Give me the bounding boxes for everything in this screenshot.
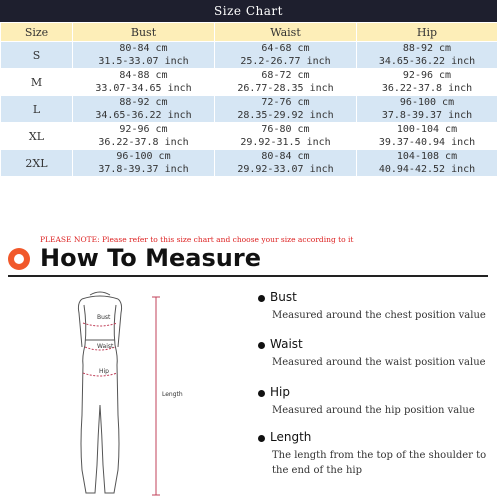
measure-item-name: Hip (270, 385, 290, 399)
bullet-icon (258, 342, 265, 349)
column-header-bust: Bust (73, 23, 215, 42)
measure-item-name: Bust (270, 290, 297, 304)
bullet-icon (258, 295, 265, 302)
size-cell: XL (1, 123, 73, 150)
size-note: PLEASE NOTE: Please refer to this size chart and choose your size according to it (40, 235, 354, 244)
table-row (1, 69, 497, 96)
bullet-icon (258, 435, 265, 442)
table-row (1, 42, 497, 69)
table-row (1, 150, 497, 177)
figure-label-length: Length (162, 391, 183, 398)
title-divider (8, 275, 488, 277)
hip-cell: 96-100 cm 37.8-39.37 inch (357, 96, 497, 123)
measure-item-name: Waist (270, 337, 303, 351)
figure-label-bust: Bust (97, 314, 111, 321)
size-chart-title: Size Chart (0, 0, 497, 22)
table-header-row (1, 23, 497, 42)
column-header-waist: Waist (215, 23, 357, 42)
circle-bullet-icon (8, 248, 30, 270)
column-header-size: Size (1, 23, 73, 42)
figure-label-hip: Hip (99, 368, 109, 375)
table-row (1, 123, 497, 150)
waist-cell: 72-76 cm 28.35-29.92 inch (215, 96, 357, 123)
column-header-hip: Hip (357, 23, 497, 42)
size-cell: M (1, 69, 73, 96)
size-cell: L (1, 96, 73, 123)
waist-cell: 68-72 cm 26.77-28.35 inch (215, 69, 357, 96)
bust-cell: 88-92 cm 34.65-36.22 inch (73, 96, 215, 123)
waist-cell: 80-84 cm 29.92-33.07 inch (215, 150, 357, 177)
table-row (1, 96, 497, 123)
hip-cell: 92-96 cm 36.22-37.8 inch (357, 69, 497, 96)
size-cell: S (1, 42, 73, 69)
size-cell: 2XL (1, 150, 73, 177)
size-chart-table (0, 22, 497, 177)
measure-item-desc: The length from the top of the shoulder to the end of the hip (272, 450, 487, 476)
measure-item-desc: Measured around the chest position value (272, 310, 486, 321)
measure-item-name: Length (270, 430, 312, 444)
figure-label-waist: Waist (97, 343, 114, 350)
measure-section-header (8, 244, 488, 278)
measure-item-desc: Measured around the hip position value (272, 405, 475, 416)
bullet-icon (258, 390, 265, 397)
hip-cell: 88-92 cm 34.65-36.22 inch (357, 42, 497, 69)
measure-title: How To Measure (40, 244, 261, 272)
measure-item-desc: Measured around the waist position value (272, 357, 486, 368)
bust-cell: 92-96 cm 36.22-37.8 inch (73, 123, 215, 150)
bust-cell: 84-88 cm 33.07-34.65 inch (73, 69, 215, 96)
waist-cell: 76-80 cm 29.92-31.5 inch (215, 123, 357, 150)
bust-cell: 96-100 cm 37.8-39.37 inch (73, 150, 215, 177)
hip-cell: 100-104 cm 39.37-40.94 inch (357, 123, 497, 150)
bust-cell: 80-84 cm 31.5-33.07 inch (73, 42, 215, 69)
hip-cell: 104-108 cm 40.94-42.52 inch (357, 150, 497, 177)
waist-cell: 64-68 cm 25.2-26.77 inch (215, 42, 357, 69)
